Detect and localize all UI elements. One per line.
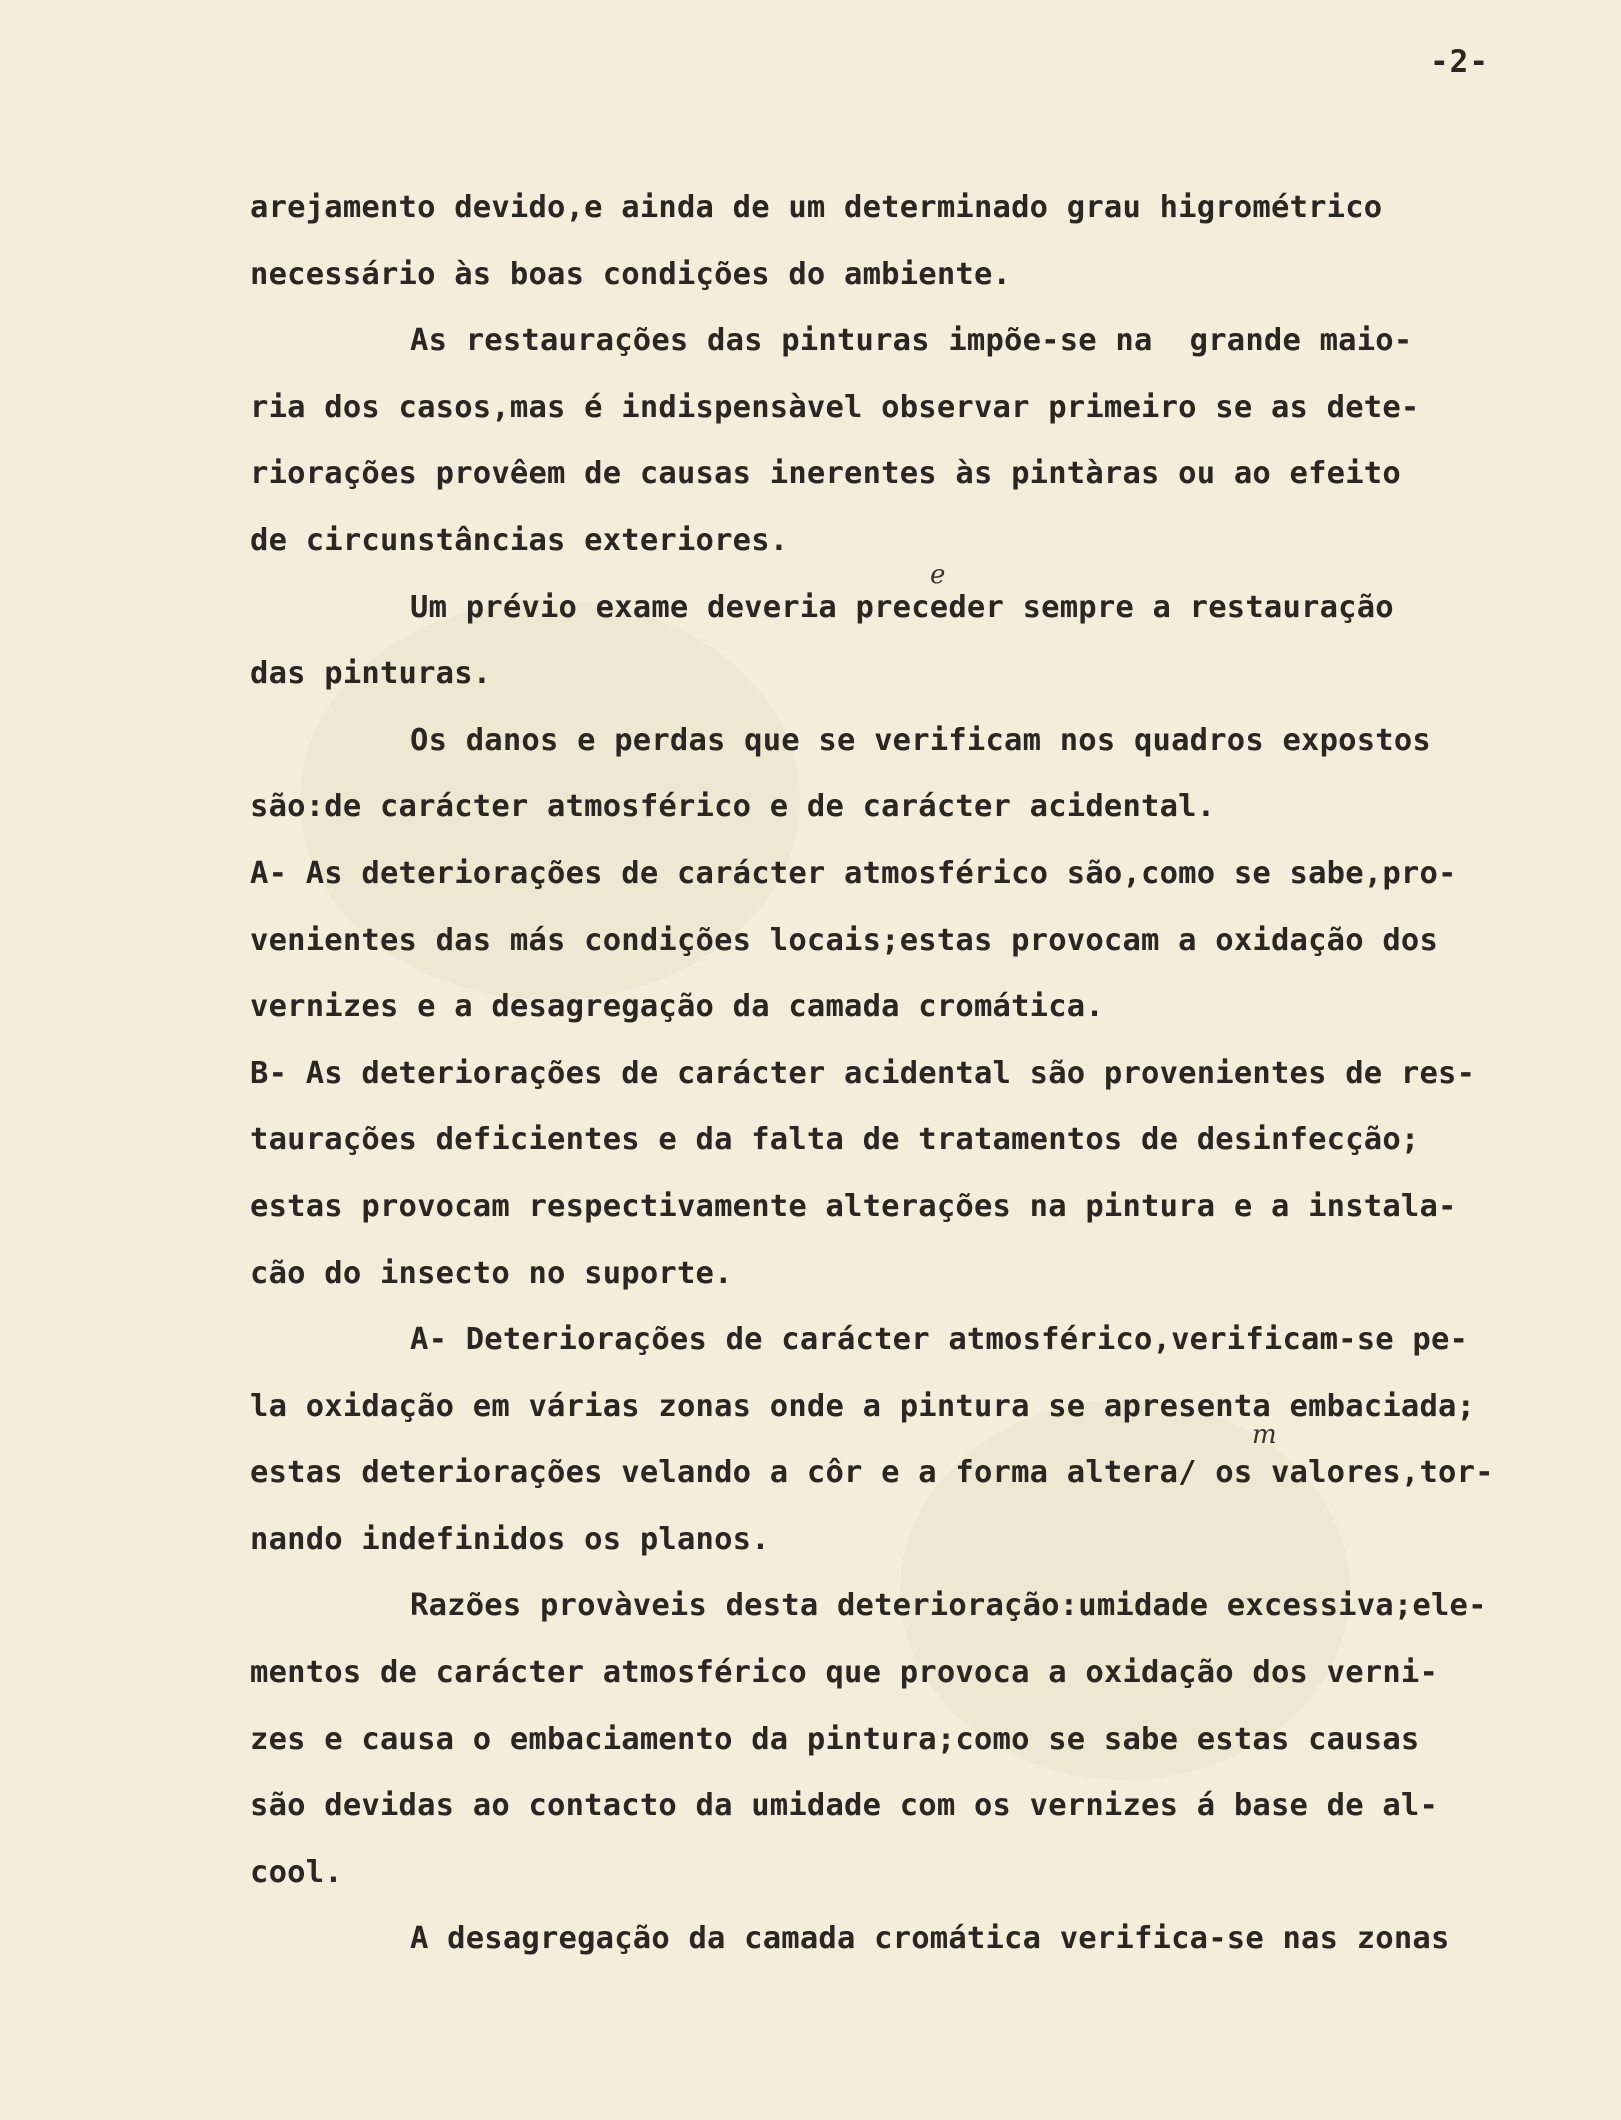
text-line: das pinturas. (250, 656, 492, 692)
text-line: ria dos casos,mas é indispensàvel observar primeiro se as dete- (250, 389, 1420, 425)
text-line: zes e causa o embaciamento da pintura;como se sabe estas causas (250, 1721, 1420, 1757)
text-line: A- Deteriorações de carácter atmosférico,verificam-se pe- (410, 1322, 1469, 1358)
text-line: cão do insecto no suporte. (250, 1255, 733, 1291)
text-line: A desagregação da camada cromática verifica-se nas zonas (410, 1921, 1450, 1957)
text-line: de circunstâncias exteriores. (250, 522, 789, 558)
typewritten-body (250, 182, 1550, 1980)
handwritten-correction: m (1252, 1420, 1277, 1450)
page-number: -2- (1430, 44, 1489, 80)
text-line: la oxidação em várias zonas onde a pintura se apresenta embaciada; (250, 1388, 1476, 1424)
text-line: Um prévio exame deveria preceder sempre a restauração (410, 589, 1394, 625)
text-line: estas deteriorações velando a côr e a forma altera/ os valores,tor- (250, 1455, 1494, 1491)
handwritten-correction: e (930, 560, 946, 590)
text-line: são:de carácter atmosférico e de carácter acidental. (250, 789, 1216, 825)
text-line: riorações provêem de causas inerentes às pintàras ou ao efeito (250, 456, 1401, 492)
text-line: mentos de carácter atmosférico que provoca a oxidação dos verni- (250, 1655, 1439, 1691)
text-line: As restaurações das pinturas impõe-se na grande maio- (410, 323, 1413, 359)
text-line: Os danos e perdas que se verificam nos quadros expostos (410, 722, 1431, 758)
text-line: A- As deteriorações de carácter atmosférico são,como se sabe,pro- (250, 855, 1457, 891)
text-line: estas provocam respectivamente alterações na pintura e a instala- (250, 1188, 1457, 1224)
text-line: B- As deteriorações de carácter acidental são provenientes de res- (250, 1055, 1476, 1091)
text-line: cool. (250, 1854, 343, 1890)
text-line: vernizes e a desagregação da camada cromática. (250, 989, 1104, 1025)
text-line: taurações deficientes e da falta de tratamentos de desinfecção; (250, 1122, 1420, 1158)
text-line: arejamento devido,e ainda de um determinado grau higrométrico (250, 190, 1383, 225)
text-line: venientes das más condições locais;estas provocam a oxidação dos (250, 922, 1439, 958)
text-line: são devidas ao contacto da umidade com os vernizes á base de al- (250, 1788, 1439, 1824)
text-line: nando indefinidos os planos. (250, 1521, 770, 1557)
text-line: Razões provàveis desta deterioração:umidade excessiva;ele- (410, 1588, 1487, 1624)
text-line: necessário às boas condições do ambiente. (250, 256, 1012, 292)
